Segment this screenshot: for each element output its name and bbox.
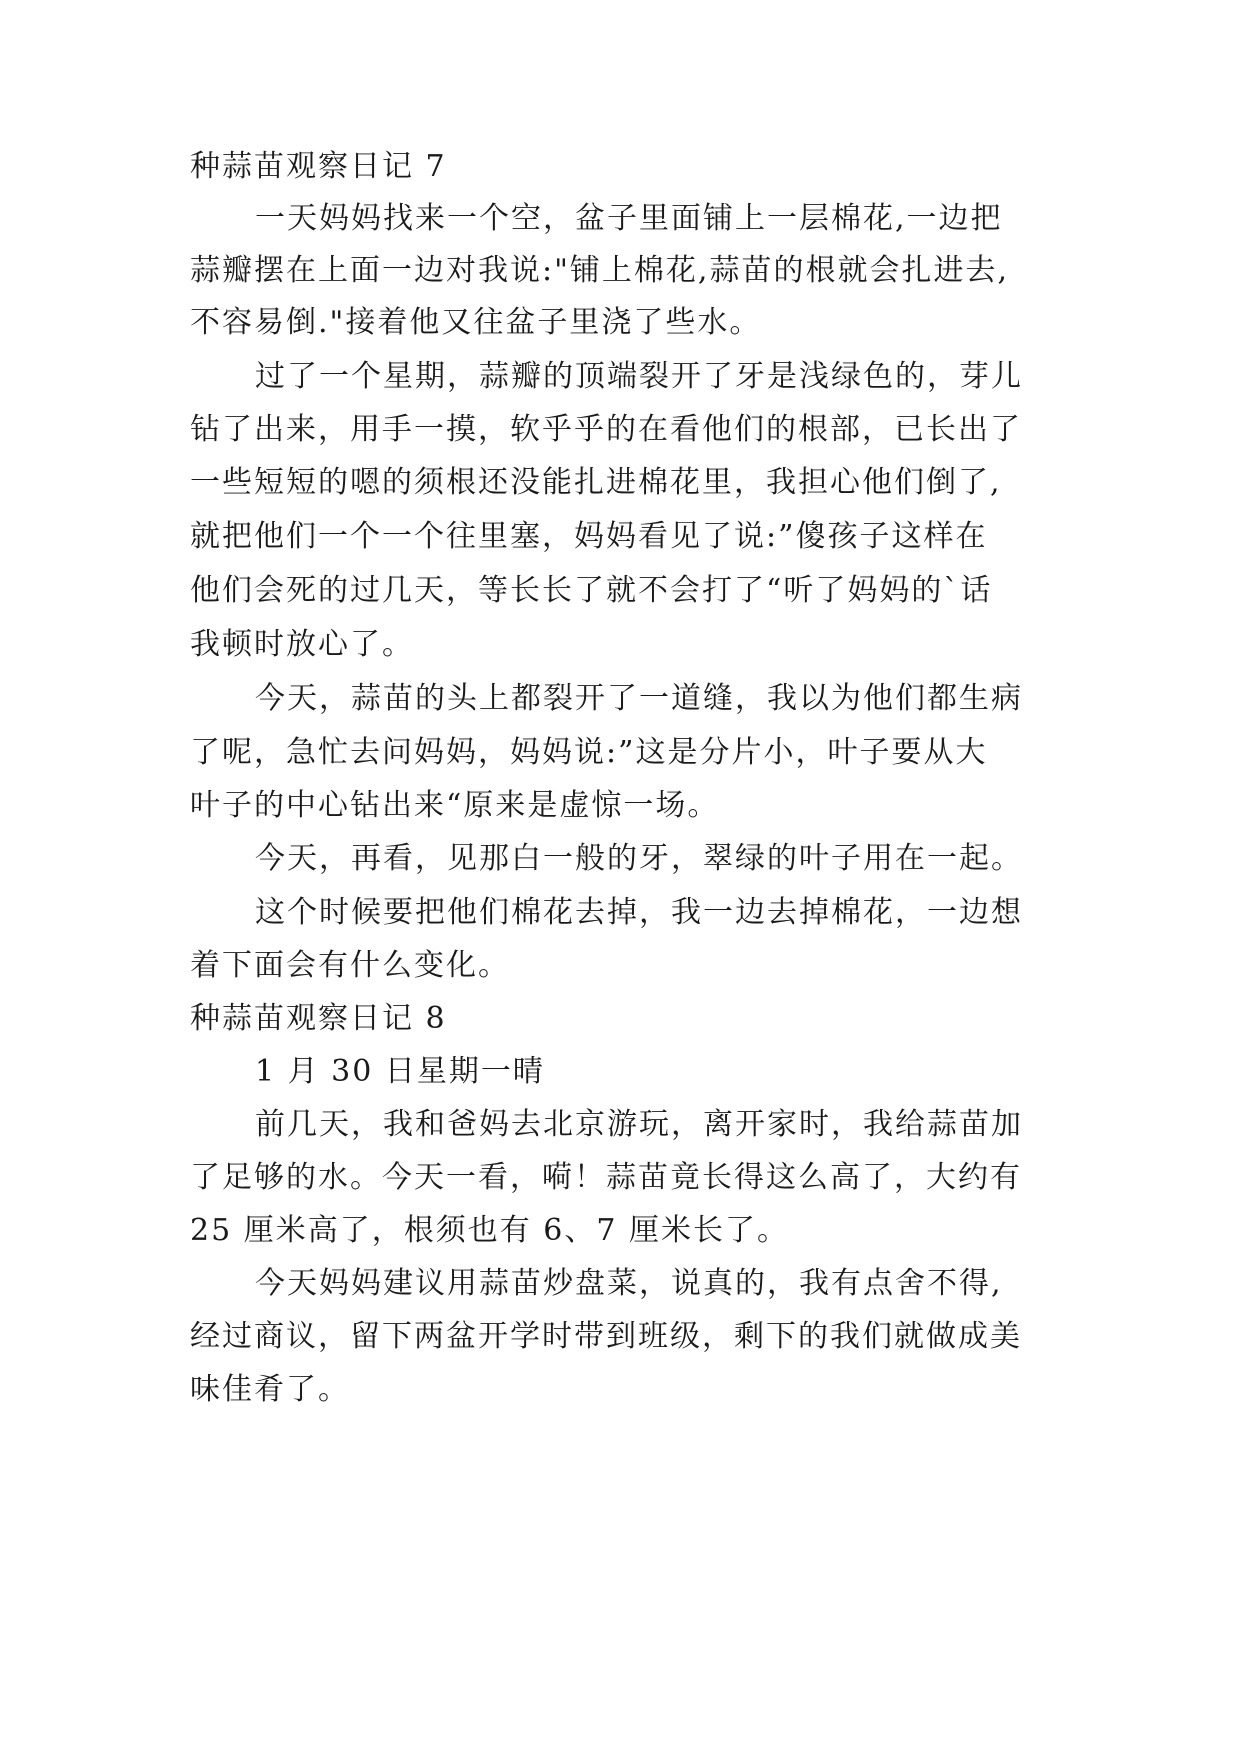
section-title-7: 种蒜苗观察日记 7 bbox=[190, 149, 447, 184]
paragraph-line: 着下面会有什么变化。 bbox=[190, 948, 510, 983]
paragraph-line: 钻了出来，用手一摸，软乎乎的在看他们的根部，已长出了 bbox=[190, 412, 1022, 447]
paragraph-line: 25 厘米高了，根须也有 6、7 厘米长了。 bbox=[190, 1213, 789, 1248]
paragraph-line: 前几天，我和爸妈去北京游玩，离开家时，我给蒜苗加 bbox=[255, 1107, 1023, 1142]
paragraph-line: 今天妈妈建议用蒜苗炒盘菜，说真的，我有点舍不得, bbox=[255, 1266, 1003, 1301]
paragraph-line: 蒜瓣摆在上面一边对我说:"铺上棉花,蒜苗的根就会扎进去, bbox=[190, 253, 1009, 288]
paragraph-line: 他们会死的过几天，等长长了就不会打了“听了妈妈的`话 bbox=[190, 573, 993, 608]
section-title-8: 种蒜苗观察日记 8 bbox=[190, 1001, 447, 1036]
paragraph-line: 经过商议，留下两盆开学时带到班级，剩下的我们就做成美 bbox=[190, 1319, 1022, 1354]
paragraph-line: 我顿时放心了。 bbox=[190, 627, 414, 662]
paragraph-line: 味佳肴了。 bbox=[190, 1372, 350, 1407]
paragraph-line: 就把他们一个一个往里塞，妈妈看见了说:”傻孩子这样在 bbox=[190, 519, 988, 554]
paragraph-line: 不容易倒."接着他又往盆子里浇了些水。 bbox=[190, 305, 762, 340]
paragraph-line: 今天，再看，见那白一般的牙，翠绿的叶子用在一起。 bbox=[255, 841, 1023, 876]
paragraph-line: 过了一个星期，蒜瓣的顶端裂开了牙是浅绿色的，芽儿 bbox=[255, 359, 1023, 394]
paragraph-line: 了呢，急忙去问妈妈，妈妈说:”这是分片小，叶子要从大 bbox=[190, 735, 988, 770]
paragraph-line: 这个时候要把他们棉花去掉，我一边去掉棉花，一边想 bbox=[255, 895, 1023, 930]
paragraph-line: 叶子的中心钻出来“原来是虚惊一场。 bbox=[190, 788, 720, 823]
paragraph-line: 一些短短的嗯的须根还没能扎进棉花里，我担心他们倒了, bbox=[190, 465, 1002, 500]
paragraph-line: 了足够的水。今天一看，嗬！蒜苗竟长得这么高了，大约有 bbox=[190, 1160, 1022, 1195]
diary-date: 1 月 30 日星期一晴 bbox=[255, 1054, 545, 1089]
paragraph-line: 一天妈妈找来一个空，盆子里面铺上一层棉花,一边把 bbox=[255, 201, 1003, 236]
paragraph-line: 今天，蒜苗的头上都裂开了一道缝，我以为他们都生病 bbox=[255, 681, 1023, 716]
